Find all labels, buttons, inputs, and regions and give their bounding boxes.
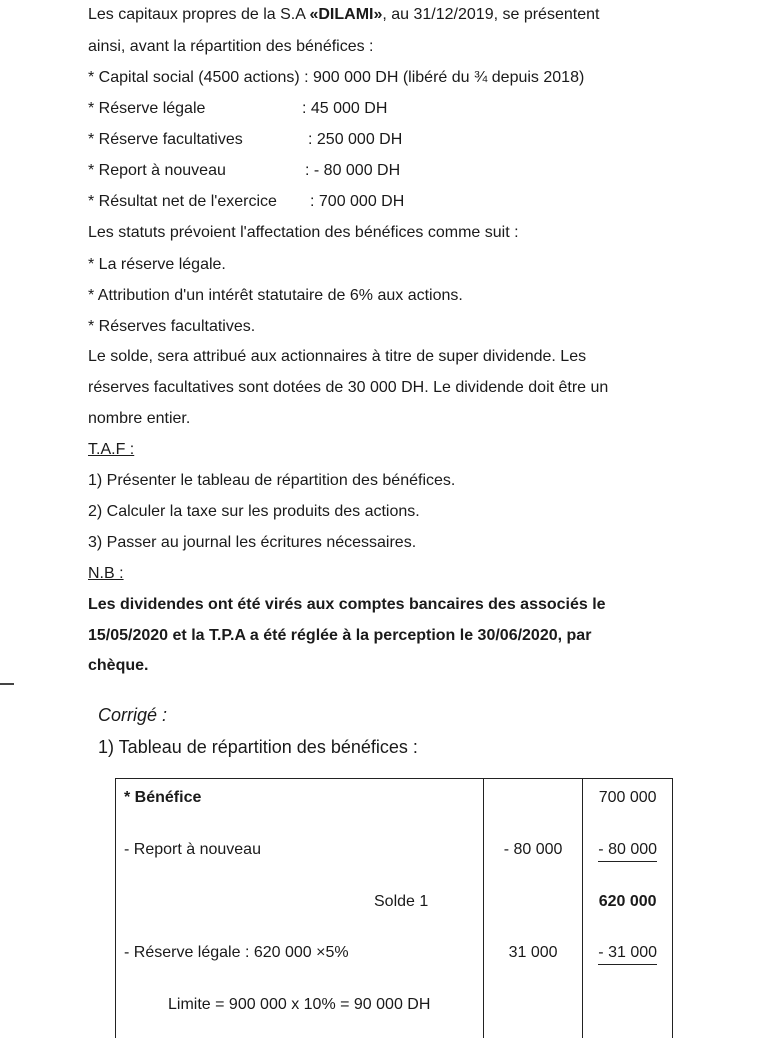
table-row (116, 831, 673, 883)
row-right-value: - 80 000 (598, 839, 657, 862)
repartition-table (115, 778, 673, 1038)
row-right-value: - 31 000 (598, 942, 657, 965)
intro-text: Les capitaux propres de la S.A (88, 6, 310, 23)
row-right-value: 700 000 (598, 789, 657, 806)
table-title: 1) Tableau de répartition des bénéfices : (98, 737, 418, 757)
taf-item: 1) Présenter le tableau de répartition des bénéfices. (88, 472, 456, 489)
reserve-legale-label: * Réserve légale (88, 100, 206, 117)
table-row (116, 779, 673, 831)
row-label: * Bénéfice (124, 789, 202, 806)
solde-line: nombre entier. (88, 410, 191, 427)
nb-line: Les dividendes ont été virés aux comptes bancaires des associés le (88, 596, 606, 613)
capital-social-line: * Capital social (4500 actions) : 900 000 DH (libéré du ¾ depuis 2018) (88, 69, 585, 86)
row-mid-value: - 80 000 (503, 840, 563, 858)
statute-item: * Réserves facultatives. (88, 318, 256, 335)
row-label: - Réserve légale : 620 000 ×5% (124, 944, 349, 962)
nb-heading: N.B : (88, 565, 124, 582)
solde-line: Le solde, sera attribué aux actionnaires à titre de super dividende. Les (88, 348, 587, 365)
row-label: Solde 1 (374, 892, 429, 910)
resultat-net-value: : 700 000 DH (310, 193, 405, 210)
reserve-facultatives-value: : 250 000 DH (308, 131, 403, 148)
intro-line-2: ainsi, avant la répartition des bénéfices : (88, 38, 374, 55)
row-label: - Report à nouveau (124, 840, 261, 858)
table-row (116, 883, 673, 935)
resultat-net-label: * Résultat net de l'exercice (88, 193, 277, 210)
table-row (116, 934, 673, 986)
company-name: «DILAMI» (309, 6, 383, 23)
row-label: Limite = 900 000 x 10% = 90 000 DH (168, 996, 431, 1014)
report-nouveau-label: * Report à nouveau (88, 162, 226, 179)
nb-line: chèque. (88, 657, 149, 674)
reserve-legale-value: : 45 000 DH (302, 100, 388, 117)
page-edge-mark (0, 683, 14, 685)
correction-heading: Corrigé : (98, 705, 168, 725)
taf-item: 3) Passer au journal les écritures nécessaires. (88, 534, 417, 551)
statutes-intro: Les statuts prévoient l'affectation des bénéfices comme suit : (88, 224, 519, 241)
statute-item: * La réserve légale. (88, 256, 226, 273)
nb-line: 15/05/2020 et la T.P.A a été réglée à la perception le 30/06/2020, par (88, 627, 592, 644)
intro-text: , au 31/12/2019, se présentent (382, 6, 600, 23)
row-mid-value: 31 000 (508, 944, 558, 962)
row-right-value: 620 000 (598, 892, 657, 910)
report-nouveau-value: : - 80 000 DH (305, 162, 401, 179)
taf-item: 2) Calculer la taxe sur les produits des actions. (88, 503, 420, 520)
reserve-facultatives-label: * Réserve facultatives (88, 131, 243, 148)
intro-line-1 (88, 5, 599, 25)
table-row (116, 986, 673, 1038)
solde-line: réserves facultatives sont dotées de 30 000 DH. Le dividende doit être un (88, 379, 609, 396)
statute-item: * Attribution d'un intérêt statutaire de 6% aux actions. (88, 287, 463, 304)
taf-heading: T.A.F : (88, 441, 135, 458)
